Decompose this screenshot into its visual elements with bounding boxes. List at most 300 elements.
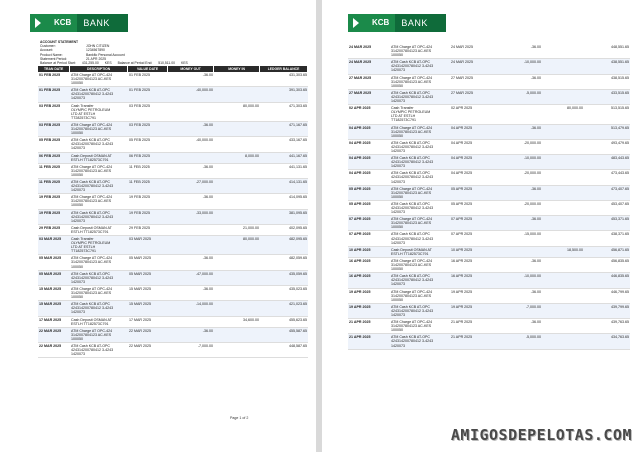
cell-description: Cash Transfer OLYMPIC PETROLEUM LTD AT ESTLH TT182573C791	[391, 106, 431, 123]
cell-value-date: 04 APR 2025	[451, 156, 473, 161]
cell-description: ATM Cash KCB AT-OPC 424314200780412 3-4243 1420073	[71, 88, 114, 101]
cell-money-out	[168, 103, 214, 121]
table-row	[348, 170, 630, 185]
table-row	[38, 255, 308, 270]
table-row	[38, 343, 308, 358]
cell-description: ATM Cash KCB AT-OPC 424314200780412 3-4243 1420073	[391, 156, 434, 169]
cell-ledger-balance: 439,799.65	[611, 304, 629, 309]
cell-money-out: -15,000.00	[523, 232, 541, 237]
cell-tran-date: 19 FEB 2025	[39, 210, 61, 215]
cell-value-date: 03 FEB 2025	[129, 122, 150, 127]
cell-money-in	[542, 231, 584, 245]
cell-money-out: -20,000.00	[523, 201, 541, 206]
cell-value-date: 01 FEB 2025	[129, 88, 150, 93]
cell-money-in	[542, 44, 584, 58]
cell-money-in	[542, 186, 584, 200]
cell-ledger-balance: 455,623.65	[289, 317, 307, 322]
kcb-logo-page-2	[348, 14, 446, 32]
cell-tran-date: 19 FEB 2025	[39, 195, 61, 200]
table-row	[348, 247, 630, 258]
cell-money-out: -14,000.00	[195, 302, 213, 307]
cell-money-out: -36.00	[202, 122, 213, 127]
cell-ledger-balance: 433,515.65	[611, 90, 629, 95]
cell-money-in	[214, 137, 260, 151]
cell-tran-date: 05 APR 2025	[349, 186, 371, 191]
statement-page-1	[0, 0, 316, 452]
cell-description: ATM Charge AT OPC-424 3142007804123 AC-KES 100050	[391, 125, 433, 138]
cell-ledger-balance: 433,167.65	[289, 138, 307, 143]
cell-description: Cash Transfer OLYMPIC PETROLEUM LTD AT ESTLH TT182573C791	[71, 237, 111, 254]
cell-value-date: 03 FEB 2025	[129, 103, 150, 108]
cell-ledger-balance: 483,443.65	[611, 156, 629, 161]
cell-money-out: -20,000.00	[523, 171, 541, 176]
cell-money-in	[214, 72, 260, 86]
table-row	[348, 258, 630, 273]
cell-money-out: -10,000.00	[523, 60, 541, 65]
table-row	[348, 319, 630, 334]
cell-description: ATM Charge AT OPC-424 3142007804123 AC-KES 100050	[71, 256, 113, 269]
cell-money-in	[542, 125, 584, 139]
cell-money-in	[214, 301, 260, 315]
cell-money-out: -36.00	[530, 125, 541, 130]
cell-money-in	[214, 255, 260, 269]
cell-description: ATM Cash KCB AT-OPC 424314200780412 3-4243 1420073	[391, 201, 434, 215]
cell-description: ATM Cash KCB AT-OPC 424314200780412 3-4243 1420073	[391, 140, 434, 153]
table-row	[348, 75, 630, 90]
table-row	[38, 179, 308, 194]
cell-money-out: -7,000.00	[525, 304, 541, 309]
cell-ledger-balance: 439,763.65	[611, 320, 629, 325]
cell-ledger-balance: 446,799.65	[611, 289, 629, 294]
cell-money-out: -36.00	[530, 75, 541, 80]
cell-ledger-balance: 453,371.65	[611, 217, 629, 222]
cell-tran-date: 19 APR 2025	[349, 289, 371, 294]
cell-ledger-balance: 448,551.65	[611, 45, 629, 49]
cell-money-in	[542, 304, 584, 318]
cell-tran-date: 27 MAR 2025	[349, 75, 372, 80]
cell-money-out	[168, 153, 214, 163]
cell-description: ATM Cash KCB AT-OPC 424314200780412 3-4243 1420073	[71, 179, 114, 193]
cell-money-in	[214, 328, 260, 342]
cell-tran-date: 02 APR 2025	[349, 106, 371, 111]
cell-value-date: 07 APR 2025	[451, 232, 473, 237]
cell-description: ATM Cash KCB AT-OPC 424314200780412 3-4243 1420073	[391, 232, 434, 245]
kcb-logo-icon	[30, 14, 52, 32]
cell-value-date: 16 APR 2025	[451, 258, 473, 263]
cell-money-out: -36.00	[530, 320, 541, 325]
cell-money-out: -5,000.00	[525, 335, 541, 340]
table-row	[348, 140, 630, 155]
table-row	[348, 216, 630, 231]
cell-ledger-balance: 456,835.65	[611, 258, 629, 263]
table-row	[38, 122, 308, 137]
cell-money-out: -27,000.00	[195, 179, 213, 184]
cell-tran-date: 24 MAR 2025	[349, 60, 372, 65]
cell-tran-date: 22 MAR 2025	[39, 328, 62, 333]
cell-value-date: 11 FEB 2025	[129, 179, 150, 184]
cell-value-date: 10 APR 2025	[451, 247, 473, 252]
cell-description: ATM Charge AT OPC-424 3142007804123 AC-KES 100050	[391, 45, 433, 58]
cell-tran-date: 01 FEB 2025	[39, 73, 61, 77]
cell-value-date: 01 FEB 2025	[129, 73, 150, 77]
cell-value-date: 05 APR 2025	[451, 186, 473, 191]
cell-ledger-balance: 421,023.65	[289, 302, 307, 307]
cell-value-date: 15 MAR 2025	[129, 286, 151, 291]
cell-value-date: 17 MAR 2025	[129, 317, 151, 322]
table-row	[348, 125, 630, 140]
table-row	[38, 137, 308, 152]
account-number: 1234567890	[86, 48, 105, 53]
cell-tran-date: 11 FEB 2025	[39, 164, 60, 169]
cell-money-out: -36.00	[202, 73, 213, 77]
cell-money-in	[542, 59, 584, 73]
cell-description: ATM Cash KCB AT-OPC 424314200780412 3-4243 1420073	[71, 302, 114, 315]
cell-money-out: -36.00	[530, 289, 541, 294]
cell-description: ATM Charge AT OPC-424 3142007804123 AC-KES 100050	[71, 122, 113, 136]
table-row	[348, 334, 630, 349]
table-row	[38, 317, 308, 328]
logo-kcb-text: KCB	[370, 14, 395, 32]
cell-value-date: 21 APR 2025	[451, 335, 473, 340]
cell-ledger-balance: 438,371.65	[611, 232, 629, 237]
cell-value-date: 19 APR 2025	[451, 289, 473, 294]
cell-description: ATM Charge AT OPC-424 3142007804123 AC-KES 100050	[71, 328, 113, 341]
balance-end-label: Balance at Period End:	[117, 61, 153, 66]
cell-tran-date: 22 MAR 2025	[39, 343, 62, 348]
cell-tran-date: 03 FEB 2025	[39, 122, 61, 127]
cell-tran-date: 05 APR 2025	[349, 201, 371, 206]
cell-tran-date: 03 MAR 2025	[39, 237, 62, 241]
cell-money-out: -36.00	[202, 286, 213, 291]
cell-tran-date: 03 FEB 2025	[39, 103, 61, 108]
table-row	[348, 186, 630, 201]
cell-money-in: 18,500.00	[567, 247, 583, 252]
table-row	[38, 164, 308, 179]
table-row	[348, 44, 630, 59]
cell-description: Cash Deposit OSMAN AT ESTLH TT182573C791	[71, 225, 112, 234]
cell-description: ATM Cash KCB AT-OPC 424314200780412 3-4243 1420073	[391, 335, 434, 348]
cell-description: ATM Cash KCB AT-OPC 424314200780412 3-4243 1420073	[71, 138, 114, 151]
cell-money-in	[542, 334, 584, 348]
cell-money-in: 8,000.00	[245, 153, 259, 158]
cell-ledger-balance: 455,587.65	[289, 328, 307, 333]
statement-title: ACCOUNT STATEMENT	[40, 40, 79, 44]
cell-ledger-balance: 471,167.65	[289, 122, 307, 127]
logo-kcb-text: KCB	[52, 14, 77, 32]
cell-money-out: -36.00	[202, 328, 213, 333]
product-label: Product Name:	[40, 52, 63, 57]
cell-value-date: 06 FEB 2025	[129, 153, 150, 158]
cell-ledger-balance: 431,303.65	[289, 73, 307, 77]
cell-value-date: 22 MAR 2025	[129, 343, 151, 348]
cell-ledger-balance: 381,095.65	[289, 210, 307, 215]
table-row	[348, 201, 630, 216]
cell-money-out: -33,000.00	[195, 210, 213, 215]
logo-bank-text: BANK	[395, 14, 446, 32]
table-row	[38, 271, 308, 286]
cell-description: ATM Cash KCB AT-OPC 424314200780412 3-4243 1420073	[71, 210, 114, 223]
cell-value-date: 07 APR 2025	[451, 217, 473, 222]
cell-tran-date: 17 MAR 2025	[39, 317, 62, 322]
cell-description: ATM Cash KCB AT-OPC 424314200780412 3-4243 1420073	[71, 343, 114, 357]
cell-ledger-balance: 493,479.65	[611, 140, 629, 145]
cell-money-out	[496, 247, 542, 257]
cell-tran-date: 04 APR 2025	[349, 156, 371, 161]
logo-bank-text: BANK	[77, 14, 128, 32]
cell-description: ATM Charge AT OPC-424 3142007804123 AC-KES 100050	[391, 320, 433, 333]
cell-tran-date: 27 MAR 2025	[349, 90, 372, 95]
cell-ledger-balance: 438,515.65	[611, 75, 629, 80]
cell-description: ATM Charge AT OPC-424 3142007804123 AC-KES 100050	[71, 164, 113, 177]
table-row	[38, 328, 308, 343]
cell-tran-date: 05 MAR 2025	[39, 256, 62, 261]
cell-value-date: 05 FEB 2025	[129, 138, 150, 143]
cell-value-date: 21 APR 2025	[451, 320, 473, 325]
table-row	[348, 289, 630, 304]
cell-money-in	[542, 216, 584, 230]
cell-ledger-balance: 473,407.65	[611, 186, 629, 191]
cell-money-out: -20,000.00	[523, 140, 541, 145]
cell-ledger-balance: 441,131.65	[289, 164, 307, 169]
cell-value-date: 24 MAR 2025	[451, 60, 473, 65]
col-description: DESCRIPTION	[70, 66, 128, 72]
cell-money-out: -36.00	[530, 217, 541, 222]
cell-tran-date: 24 MAR 2025	[349, 45, 372, 49]
cell-money-out: -36.00	[530, 258, 541, 263]
cell-money-out: -36.00	[202, 256, 213, 261]
cell-money-in	[542, 201, 584, 215]
col-ledger-balance: LEDGER BALANCE	[260, 66, 308, 72]
cell-ledger-balance: 402,095.65	[289, 225, 307, 230]
cell-description: ATM Charge AT OPC-424 3142007804123 AC-KES 100050	[391, 289, 433, 302]
cell-money-out: -36.00	[202, 195, 213, 200]
cell-ledger-balance: 414,131.65	[289, 179, 307, 184]
page-number: Page 1 of 2	[230, 416, 249, 420]
cell-description: Cash Deposit OSMAN AT ESTLH TT182573C791	[71, 153, 112, 162]
cell-ledger-balance: 435,059.65	[289, 271, 307, 276]
cell-description: ATM Cash KCB AT-OPC 424314200780412 3-4243 1420073	[391, 60, 434, 73]
cell-tran-date: 05 FEB 2025	[39, 138, 61, 143]
cell-money-out: -10,000.00	[523, 156, 541, 161]
table-row	[348, 231, 630, 246]
cell-money-out: -10,000.00	[523, 274, 541, 279]
cell-description: ATM Cash KCB AT-OPC 424314200780412 3-4243 1420073	[391, 274, 434, 287]
table-row	[348, 155, 630, 170]
cell-money-out: -5,000.00	[525, 90, 541, 95]
table-row	[38, 194, 308, 209]
cell-money-in	[542, 319, 584, 333]
cell-money-in	[214, 286, 260, 300]
cell-ledger-balance: 435,023.65	[289, 286, 307, 291]
table-row	[348, 273, 630, 288]
balance-start: 431,255.00	[81, 61, 99, 66]
col-value-date: VALUE DATE	[128, 66, 168, 72]
cell-tran-date: 11 FEB 2025	[39, 179, 60, 184]
cell-money-in: 80,000.00	[243, 103, 259, 108]
cell-value-date: 02 APR 2025	[451, 106, 473, 111]
cell-money-in	[542, 90, 584, 104]
cell-money-in	[214, 179, 260, 193]
cell-value-date: 11 FEB 2025	[129, 164, 150, 169]
cell-money-out: -7,000.00	[197, 343, 213, 348]
cell-value-date: 19 APR 2025	[451, 304, 473, 309]
cell-value-date: 24 MAR 2025	[451, 45, 473, 49]
cell-ledger-balance: 482,095.65	[289, 237, 307, 241]
cell-value-date: 05 MAR 2025	[129, 271, 151, 276]
cell-tran-date: 04 APR 2025	[349, 171, 371, 176]
cell-description: ATM Charge AT OPC-424 3142007804123 AC-KES 100050	[71, 286, 113, 300]
cell-money-out	[168, 225, 214, 235]
table-row	[38, 225, 308, 236]
cell-ledger-balance: 513,479.65	[611, 125, 629, 130]
cell-ledger-balance: 482,059.65	[289, 256, 307, 261]
cell-ledger-balance: 438,551.65	[611, 60, 629, 65]
cell-tran-date: 15 MAR 2025	[39, 302, 62, 307]
cell-value-date: 27 MAR 2025	[451, 75, 473, 80]
balance-end: 510,511.00	[158, 61, 175, 66]
balance-start-label: Balance at Period Start:	[40, 61, 76, 66]
cell-value-date: 22 MAR 2025	[129, 328, 151, 333]
cell-value-date: 16 APR 2025	[451, 274, 473, 279]
cell-tran-date: 21 APR 2025	[349, 335, 371, 340]
table-row	[38, 103, 308, 122]
currency-end: KES	[181, 61, 188, 66]
cell-description: Cash Deposit OSMAN AT ESTLH TT182573C791	[71, 317, 112, 326]
cell-value-date: 03 MAR 2025	[129, 237, 151, 241]
cell-ledger-balance: 434,763.65	[611, 335, 629, 340]
cell-description: ATM Cash KCB AT-OPC 424314200780412 3-4243 1420073	[391, 90, 434, 104]
cell-money-in	[542, 258, 584, 272]
cell-tran-date: 07 APR 2025	[349, 217, 371, 222]
cell-description: Cash Transfer OLYMPIC PETROLEUM LTD AT ESTLH TT282573C791	[71, 103, 111, 120]
cell-ledger-balance: 414,095.65	[289, 195, 307, 200]
cell-ledger-balance: 456,871.65	[611, 247, 629, 252]
kcb-logo	[30, 14, 128, 32]
col-money-in: MONEY IN	[214, 66, 260, 72]
cell-money-out: -36.00	[530, 45, 541, 49]
cell-description: ATM Charge AT OPC-424 3142007804123 AC-KES 100050	[71, 73, 113, 86]
cell-value-date: 29 FEB 2025	[129, 225, 150, 230]
cell-money-in	[542, 273, 584, 287]
cell-ledger-balance: 473,443.65	[611, 171, 629, 176]
cell-tran-date: 01 FEB 2025	[39, 88, 61, 93]
cell-money-out	[168, 317, 214, 327]
cell-money-in	[214, 122, 260, 136]
cell-description: ATM Cash KCB AT-OPC 424314200780412 3-4243 1420073	[391, 171, 434, 184]
cell-tran-date: 06 FEB 2025	[39, 153, 61, 158]
table-row	[38, 301, 308, 316]
cell-value-date: 19 FEB 2025	[129, 195, 150, 200]
cell-money-in: 34,600.00	[243, 317, 259, 322]
table-row	[348, 90, 630, 105]
cell-ledger-balance: 513,515.65	[611, 106, 629, 111]
cell-value-date: 04 APR 2025	[451, 140, 473, 145]
cell-description: ATM Charge AT OPC-424 3142007804123 AC-KES 100050	[391, 186, 433, 199]
kcb-logo-icon	[348, 14, 370, 32]
cell-money-in: 80,000.00	[243, 237, 259, 241]
cell-tran-date: 15 MAR 2025	[39, 286, 62, 291]
cell-tran-date: 10 APR 2025	[349, 247, 371, 252]
product-name: Bankflo Personal Account	[86, 52, 125, 57]
cell-money-in	[542, 289, 584, 303]
period-label: Statement Period:	[40, 56, 68, 61]
cell-money-out: -40,000.00	[195, 138, 213, 143]
table-row	[38, 72, 308, 87]
cell-money-in: 21,000.00	[243, 225, 259, 230]
cell-tran-date: 16 APR 2025	[349, 274, 371, 279]
cell-ledger-balance: 471,303.65	[289, 103, 307, 108]
cell-description: ATM Charge AT OPC-424 3142007804123 AC-KES 100050	[391, 75, 433, 88]
cell-money-in	[542, 75, 584, 89]
col-tran-date: TRAN DATE	[38, 66, 70, 72]
table-row	[38, 236, 308, 255]
table-row	[348, 59, 630, 74]
cell-ledger-balance: 441,167.65	[289, 153, 307, 158]
cell-value-date: 27 MAR 2025	[451, 90, 473, 95]
cell-tran-date: 29 FEB 2025	[39, 225, 61, 230]
table-row	[38, 286, 308, 301]
transaction-table-page-2	[348, 44, 630, 350]
watermark-text: AMIGOSDEPELOTAS.COM	[450, 426, 632, 444]
account-label: Account:	[40, 48, 54, 53]
table-row	[38, 87, 308, 102]
cell-value-date: 19 FEB 2025	[129, 210, 150, 215]
cell-tran-date: 05 MAR 2025	[39, 271, 62, 276]
cell-money-in	[214, 87, 260, 101]
cell-ledger-balance: 453,407.65	[611, 201, 629, 206]
cell-value-date: 05 APR 2025	[451, 201, 473, 206]
cell-money-out	[168, 236, 214, 254]
cell-tran-date: 21 APR 2025	[349, 320, 371, 325]
table-row	[38, 210, 308, 225]
cell-value-date: 04 APR 2025	[451, 125, 473, 130]
cell-money-out: -36.00	[530, 186, 541, 191]
customer-label: Customer:	[40, 44, 56, 49]
cell-money-in	[542, 140, 584, 154]
statement-page-2	[322, 0, 640, 452]
cell-description: ATM Cash KCB AT-OPC 424314200780412 3-4243 1420073	[71, 271, 114, 284]
cell-money-in	[214, 164, 260, 178]
statement-meta	[40, 40, 300, 65]
cell-money-in	[214, 210, 260, 224]
table-row	[38, 153, 308, 164]
cell-value-date: 15 MAR 2025	[129, 302, 151, 307]
cell-money-out: -47,000.00	[195, 271, 213, 276]
cell-description: Cash Deposit OSMAN AT ESTLH TT182573C791	[391, 247, 432, 256]
cell-tran-date: 07 APR 2025	[349, 232, 371, 237]
cell-ledger-balance: 446,835.65	[611, 274, 629, 279]
cell-money-in	[542, 155, 584, 169]
cell-description: ATM Charge AT OPC-424 3142007804123 AC-KES 100050	[391, 217, 433, 230]
cell-tran-date: 04 APR 2025	[349, 125, 371, 130]
cell-tran-date: 04 APR 2025	[349, 140, 371, 145]
table-row	[348, 105, 630, 124]
cell-tran-date: 16 APR 2025	[349, 258, 371, 263]
cell-money-in: 80,000.00	[567, 106, 583, 111]
cell-money-in	[214, 194, 260, 208]
cell-money-in	[214, 343, 260, 357]
cell-value-date: 04 APR 2025	[451, 171, 473, 176]
transaction-table-page-1	[38, 72, 308, 358]
cell-ledger-balance: 391,303.65	[289, 88, 307, 93]
cell-description: ATM Charge AT OPC-424 3142007804123 AC-KES 100050	[71, 195, 113, 208]
cell-money-in	[214, 271, 260, 285]
cell-money-out	[496, 105, 542, 123]
customer-name: JOHN CITIZEN	[86, 44, 110, 49]
cell-description: ATM Cash KCB AT-OPC 424314200780412 3-4243 1420073	[391, 304, 434, 317]
currency: KES	[104, 61, 112, 66]
cell-money-in	[542, 170, 584, 184]
